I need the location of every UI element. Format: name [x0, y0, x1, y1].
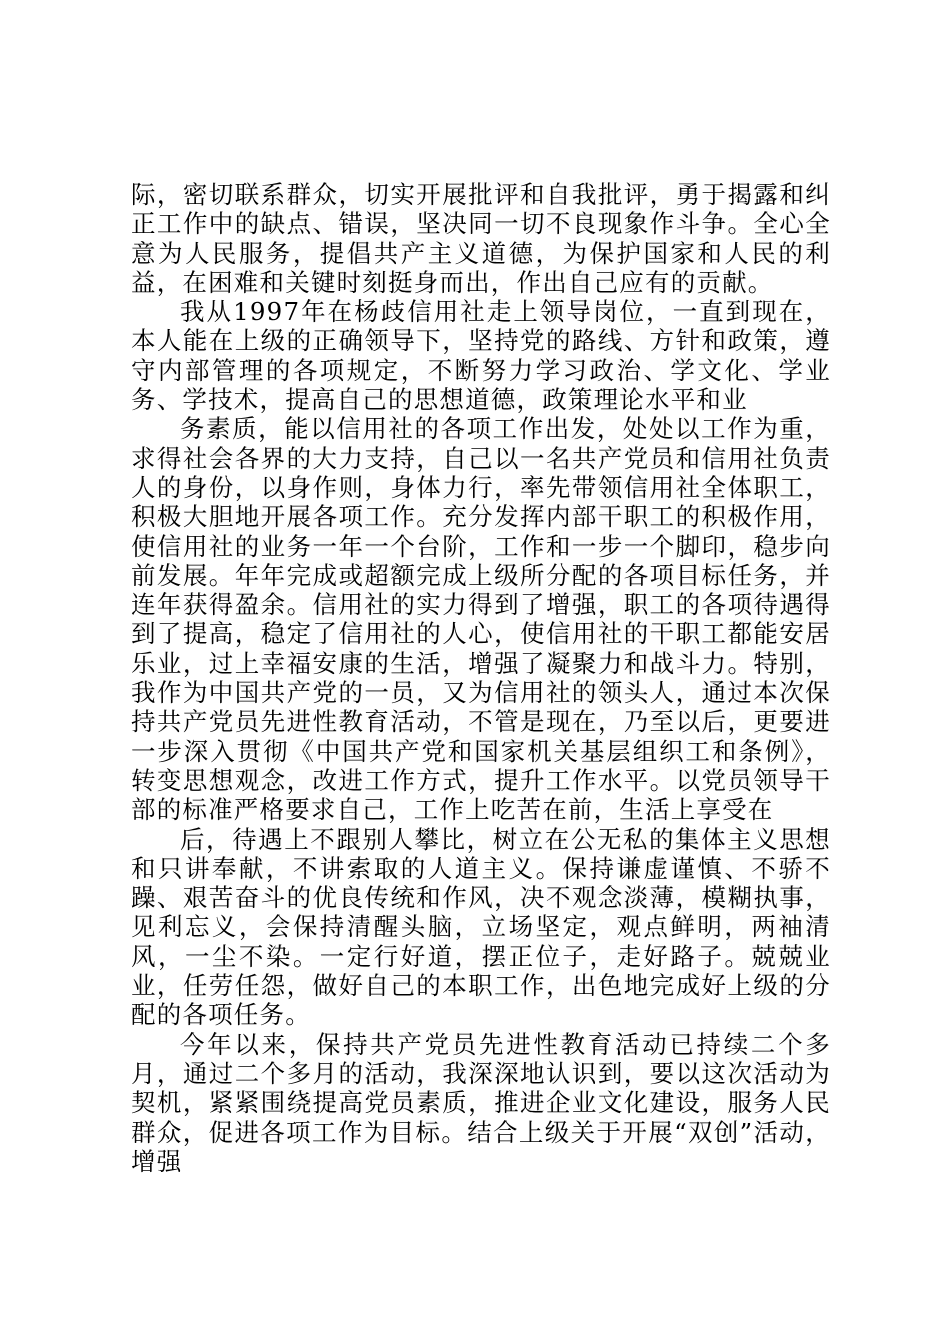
paragraph-5: 今年以来，保持共产党员先进性教育活动已持续二个多月，通过二个多月的活动，我深深地认识到，要以这次活动为契机，紧紧围绕提高党员素质，推进企业文化建设，服务人民群众，促进各项工作为目标。结合上级关于开展“双创”活动，增强	[131, 1029, 831, 1176]
paragraph-2: 我从1997年在杨歧信用社走上领导岗位，一直到现在，本人能在上级的正确领导下，坚持党的路线、方针和政策，遵守内部管理的各项规定，不断努力学习政治、学文化、学业务、学技术，提高自己的思想道德，政策理论水平和业	[131, 297, 831, 415]
paragraph-1: 际，密切联系群众，切实开展批评和自我批评，勇于揭露和纠正工作中的缺点、错误，坚决同一切不良现象作斗争。全心全意为人民服务，提倡共产主义道德，为保护国家和人民的利益，在困难和关键时刻挺身而出，作出自己应有的贡献。	[131, 180, 831, 297]
paragraph-3: 务素质，能以信用社的各项工作出发，处处以工作为重，求得社会各界的大力支持，自己以一名共产党员和信用社负责人的身份，以身作则，身体力行，率先带领信用社全体职工，积极大胆地开展各项工作。充分发挥内部干职工的积极作用，使信用社的业务一年一个台阶，工作和一步一个脚印，稳步向前发展。年年完成或超额完成上级所分配的各项目标任务，并连年获得盈余。信用社的实力得到了增强，职工的各项待遇得到了提高，稳定了信用社的人心，使信用社的干职工都能安居乐业，过上幸福安康的生活，增强了凝聚力和战斗力。特别，我作为中国共产党的一员，又为信用社的领头人，通过本次保持共产党员先进性教育活动，不管是现在，乃至以后，更要进一步深入贯彻《中国共产党和国家机关基层组织工和条例》，转变思想观念，改进工作方式，提升工作水平。以党员领导干部的标准严格要求自己，工作上吃苦在前，生活上享受在	[131, 414, 831, 825]
paragraph-4: 后，待遇上不跟别人攀比，树立在公无私的集体主义思想和只讲奉献，不讲索取的人道主义。保持谦虚谨慎、不骄不躁、艰苦奋斗的优良传统和作风，决不观念淡薄，模糊执事，见利忘义，会保持清醒头脑，立场坚定，观点鲜明，两袖清风，一尘不染。一定行好道，摆正位子，走好路子。兢兢业业，任劳任怨，做好自己的本职工作，出色地完成好上级的分配的各项任务。	[131, 824, 831, 1030]
document-body	[131, 180, 831, 1176]
